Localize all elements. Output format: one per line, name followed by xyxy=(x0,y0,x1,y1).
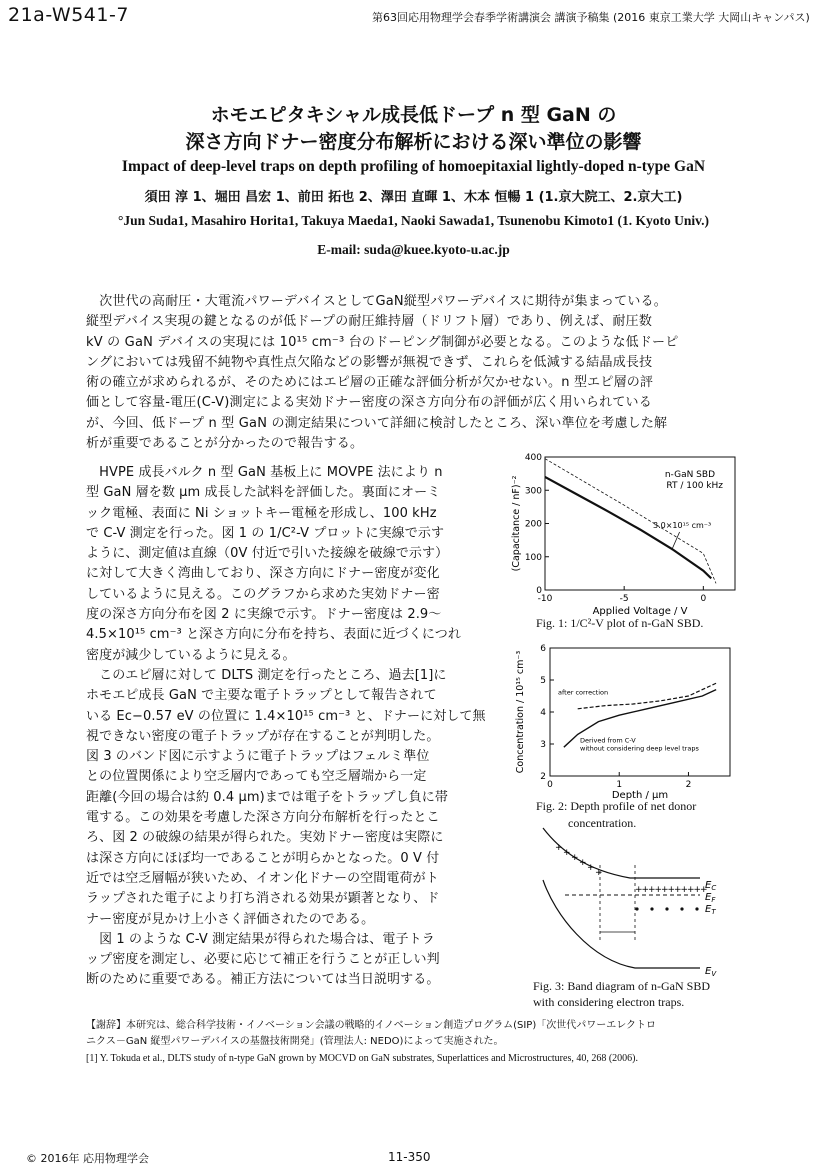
body-paragraph-line: で C-V 測定を行った。図 1 の 1/C²-V プロットに実線で示す xyxy=(86,525,445,541)
body-paragraph-line: 図 3 のバンド図に示すように電子トラップはフェルミ準位 xyxy=(86,749,430,765)
intro-paragraph-line: 析が重要であることが分かったので報告する。 xyxy=(86,436,364,452)
fig3-ionized-donor: + xyxy=(641,885,650,895)
body-paragraph-line: ック電極、表面に Ni ショットキー電極を形成し、100 kHz xyxy=(86,505,437,521)
body-paragraph-line: HVPE 成長バルク n 型 GaN 基板上に MOVPE 法により n xyxy=(86,465,443,480)
body-paragraph-line: 型 GaN 層を数 μm 成長した試料を評価した。裏面にオーミ xyxy=(86,485,441,501)
body-paragraph xyxy=(86,463,492,991)
fig3-depletion-donor: + xyxy=(563,848,571,858)
ack-line2: ニクス－GaN 縦型パワーデバイスの基盤技術開発」(管理法人: NEDO)によって実施された。 xyxy=(86,1036,504,1047)
fig3-caption-line1: Fig. 3: Band diagram of n-GaN SBD xyxy=(533,979,710,993)
body-paragraph-line: ように、測定値は直線（0V 付近で引いた接線を破線で示す） xyxy=(86,546,449,562)
body-paragraph-line: このエピ層に対して DLTS 測定を行ったところ、過去[1]に xyxy=(86,667,447,683)
fig1-ylabel: (Capacitance / nF)⁻² xyxy=(511,475,522,572)
intro-paragraph-line: 次世代の高耐圧・大電流パワーデバイスとしてGaN縦型パワーデバイスに期待が集まっている。 xyxy=(86,294,667,309)
intro-paragraph-line: 価として容量-電圧(C-V)測定による実効ドナー密度の深さ方向分布の評価が広く用いられている xyxy=(86,395,652,411)
intro-paragraph-line: 縦型デバイス実現の鍵となるのが低ドープの耐圧維持層（ドリフト層）であり、例えば、耐圧数 xyxy=(86,314,653,330)
body-paragraph-line: ラップされた電子により打ち消される効果が顕著となり、ド xyxy=(86,891,440,907)
intro-paragraph-line: ングにおいては残留不純物や真性点欠陥などの影響が無視できず、これらを低減する結晶成長技 xyxy=(86,354,653,370)
fig2-caption-line1: Fig. 2: Depth profile of net donor xyxy=(536,799,697,813)
reference: [1] Y. Tokuda et al., DLTS study of n-type GaN grown by MOCVD on GaN substrates, Superlattices and Microstructures, 40, 268 (2006). xyxy=(86,1053,638,1064)
title-ja-line2: 深さ方向ドナー密度分布解析における深い準位の影響 xyxy=(185,131,642,153)
body-paragraph-line: 図 1 のような C-V 測定結果が得られた場合は、電子トラ xyxy=(86,931,435,947)
body-paragraph-line: 4.5×10¹⁵ cm⁻³ と深さ方向に分布を持ち、表面に近づくにつれ xyxy=(86,627,461,643)
conference-name: 第63回応用物理学会春季学術講演会 講演予稿集 (2016 東京工業大学 大岡山キャンパス) xyxy=(372,11,810,24)
fig2-ylabel: Concentration / 10¹⁵ cm⁻³ xyxy=(515,650,526,774)
body-paragraph-line: 電する。この効果を考慮した深さ方向分布解析を行ったとこ xyxy=(86,810,440,826)
fig3-caption-line2: with considering electron traps. xyxy=(533,995,685,1009)
fig3-label-et: $E_T$ xyxy=(705,904,716,916)
body-paragraph-line: に対して大きく湾曲しており、深さ方向にドナー密度が変化 xyxy=(86,566,440,582)
fig1-xtick-label: -10 xyxy=(537,594,553,604)
fig3-depletion-donor: + xyxy=(555,843,563,853)
intro-paragraph-line: 術の確立が求められるが、そのためにはエピ層の正確な評価分析が欠かせない。n 型エピ層の評 xyxy=(86,375,654,391)
fig2-caption-line2: concentration. xyxy=(568,816,637,830)
fig1-caption: Fig. 1: 1/C²-V plot of n-GaN SBD. xyxy=(536,616,704,630)
fig1-legend-1: n-GaN SBD xyxy=(664,470,715,480)
fig1-ytick-label: 300 xyxy=(524,486,542,497)
body-paragraph-line: 度の深さ方向分布を図 2 に実線で示す。ドナー密度は 2.9～ xyxy=(86,607,442,623)
fig3-ionized-donor: + xyxy=(693,885,702,895)
fig1-legend-2: RT / 100 kHz xyxy=(666,481,723,491)
body-paragraph-line: ップ密度を測定し、必要に応じて補正を行うことが正しい判 xyxy=(86,952,440,968)
fig3-depletion-donor: + xyxy=(571,853,579,863)
body-paragraph-line: ホモエピ成長 GaN で主要な電子トラップとして報告されて xyxy=(86,688,437,704)
fig3-trap-filled xyxy=(635,907,638,910)
fig3-ionized-donor: + xyxy=(635,885,643,895)
authors-ja: 須田 淳 1、堀田 昌宏 1、前田 拓也 2、澤田 直暉 1、木本 恒暢 1 (1.京大院工、2.京大工) xyxy=(144,190,683,205)
body-paragraph-line: いる Ec−0.57 eV の位置に 1.4×10¹⁵ cm⁻³ と、ドナーに対して無 xyxy=(86,708,486,724)
fig2-ytick-label: 5 xyxy=(540,676,546,686)
title-ja-line1: ホモエピタキシャル成長低ドープ n 型 GaN の xyxy=(210,104,617,126)
page-number: 11-350 xyxy=(388,1150,431,1164)
fig3-ionized-donor: + xyxy=(674,885,682,895)
intro-paragraph xyxy=(86,292,736,454)
body-paragraph-line: ナー密度が見かけ上小さく評価されたのである。 xyxy=(86,911,375,927)
fig3-depletion-donor: + xyxy=(587,863,595,873)
fig2-xlabel: Depth / μm xyxy=(611,790,669,800)
body-paragraph-line: 断のために重要である。補正方法については当日説明する。 xyxy=(86,972,440,988)
fig2-label-derived-2: without considering deep level traps xyxy=(580,744,699,753)
body-paragraph-line: 視できない密度の電子トラップが存在することが判明した。 xyxy=(86,728,440,744)
fig3-depletion-donor: + xyxy=(579,858,587,868)
fig2-ytick-label: 4 xyxy=(540,708,546,718)
fig3-label-ev: $E_V$ xyxy=(705,966,717,978)
body-paragraph-line: 密度が減少しているように見える。 xyxy=(86,647,296,663)
body-paragraph-line: 近では空乏層幅が狭いため、イオン化ドナーの空間電荷がト xyxy=(86,870,439,886)
authors-en: °Jun Suda1, Masahiro Horita1, Takuya Maeda1, Naoki Sawada1, Tsunenobu Kimoto1 (1. Kyoto Univ.) xyxy=(117,213,710,228)
fig3-band-diagram xyxy=(525,820,750,980)
title-en: Impact of deep-level traps on depth profiling of homoepitaxial lightly-doped n-type GaN xyxy=(121,158,706,175)
fig3-trap-filled xyxy=(650,907,653,910)
body-paragraph-line: ろ、図 2 の破線の結果が得られた。実効ドナー密度は実際に xyxy=(86,830,444,846)
fig3-ionized-donor: + xyxy=(680,885,689,895)
fig1-annotation-arrow xyxy=(672,532,680,550)
fig1-xlabel: Applied Voltage / V xyxy=(592,606,688,617)
fig1-xtick-label: -5 xyxy=(619,594,629,604)
email: E-mail: suda@kuee.kyoto-u.ac.jp xyxy=(317,242,510,257)
fig1-annotation: 3.0×10¹⁵ cm⁻³ xyxy=(653,521,712,530)
fig2-ytick-label: 6 xyxy=(540,644,546,654)
fig3-trap-filled xyxy=(680,907,683,910)
fig3-label-ec: $E_C$ xyxy=(705,880,717,892)
fig2-ytick-label: 2 xyxy=(540,772,546,782)
intro-paragraph-line: kV の GaN デバイスの実現には 10¹⁵ cm⁻³ 台のドーピング制御が必要となる。このような低ドーピ xyxy=(86,334,679,350)
fig3-trap-filled xyxy=(695,907,698,910)
fig3-ionized-donor: + xyxy=(700,885,708,895)
fig3-label-ef: $E_F$ xyxy=(705,892,716,904)
fig2-label-derived-1: Derived from C-V xyxy=(580,736,636,745)
body-paragraph-line: しているように見える。このグラフから求めた実効ドナー密 xyxy=(86,586,440,602)
fig1-ytick-label: 200 xyxy=(524,519,542,530)
fig2-xtick-label: 1 xyxy=(616,780,623,790)
fig3-ionized-donor: + xyxy=(648,885,656,895)
fig3-ionized-donor: + xyxy=(687,885,695,895)
body-paragraph-line: は深さ方向にほぼ均一であることが明らかとなった。0 V 付 xyxy=(86,850,440,866)
intro-paragraph-line: が、今回、低ドープ n 型 GaN の測定結果について詳細に検討したところ、深い準位を考慮した解 xyxy=(86,415,668,431)
fig1-ytick-label: 0 xyxy=(536,586,542,596)
fig2-label-after: after correction xyxy=(558,688,609,697)
fig2-frame xyxy=(550,648,730,776)
session-code: 21a-W541-7 xyxy=(8,4,129,26)
acknowledgement xyxy=(86,1018,746,1050)
fig3-depletion-donor: + xyxy=(595,868,603,878)
fig3-ionized-donor: + xyxy=(667,885,676,895)
fig1-chart xyxy=(505,452,745,617)
fig1-ytick-label: 100 xyxy=(524,552,542,563)
fig2-xtick-label: 0 xyxy=(547,780,553,790)
fig1-xtick-label: 0 xyxy=(700,594,707,604)
fig3-ionized-donor: + xyxy=(661,885,669,895)
copyright: © 2016年 応用物理学会 xyxy=(26,1152,149,1165)
body-paragraph-line: 距離(今回の場合は約 0.4 μm)までは電子をトラップし負に帯 xyxy=(86,789,448,805)
fig1-ytick-label: 400 xyxy=(524,453,542,463)
body-paragraph-line: との位置関係により空乏層内であっても空乏層端から一定 xyxy=(86,769,427,785)
ack-line1: 【謝辞】本研究は、総合科学技術・イノベーション会議の戦略的イノベーション創造プログラム(SIP)「次世代パワーエレクトロ xyxy=(86,1020,657,1031)
fig3-ionized-donor: + xyxy=(654,885,663,895)
fig2-chart xyxy=(505,640,745,800)
fig3-trap-filled xyxy=(665,907,668,910)
fig2-xtick-label: 2 xyxy=(685,780,692,790)
fig2-ytick-label: 3 xyxy=(540,740,546,750)
